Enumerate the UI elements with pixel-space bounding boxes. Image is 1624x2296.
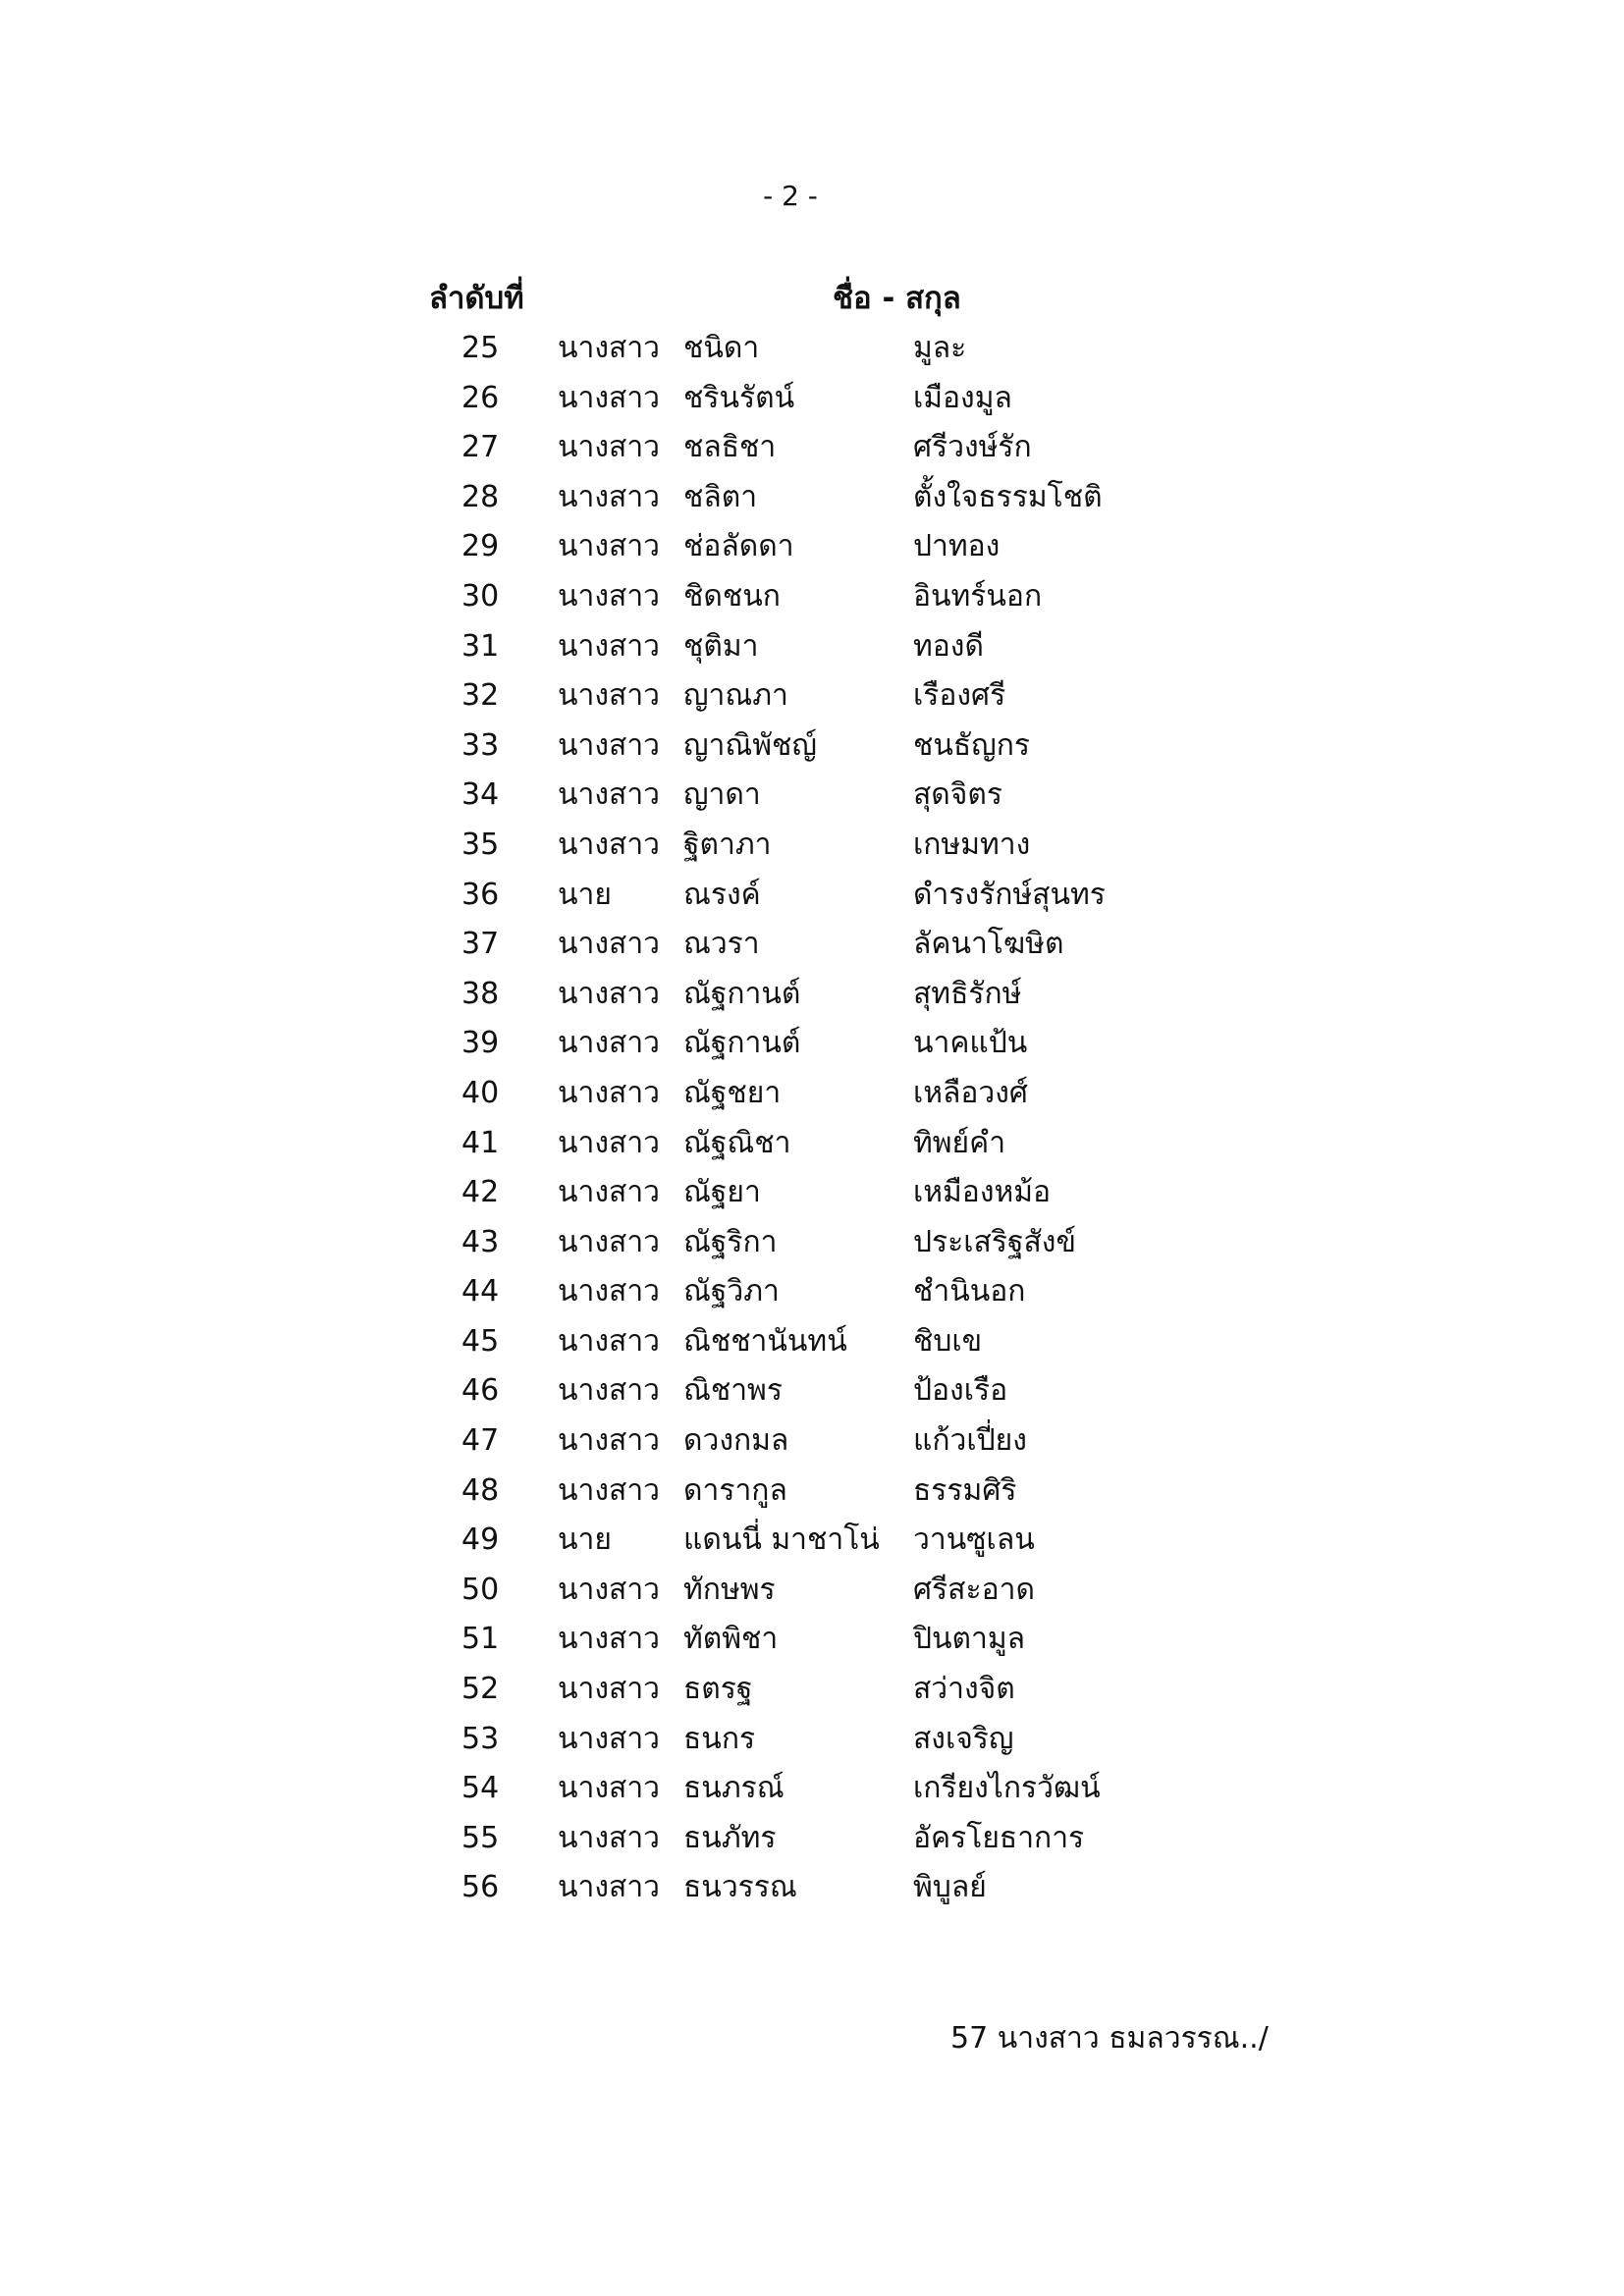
name-title: นางสาว	[558, 380, 661, 415]
last-name: ลัคนาโฆษิต	[913, 927, 1064, 962]
list-item	[0, 622, 1624, 672]
first-name: ญาดา	[683, 777, 761, 813]
list-item	[0, 771, 1624, 821]
list-header	[0, 273, 1624, 316]
last-name: มูละ	[913, 331, 967, 365]
first-name: ญาณิพัชญ์	[683, 727, 817, 763]
list-item	[0, 1467, 1624, 1517]
first-name: ช่อลัดดา	[683, 529, 794, 564]
order-number: 27	[461, 430, 500, 465]
order-number: 47	[461, 1423, 500, 1459]
last-name: ทิพย์คำ	[913, 1125, 1006, 1160]
order-number: 41	[461, 1125, 500, 1160]
first-name: ชลิตา	[683, 479, 758, 514]
name-title: นางสาว	[558, 1373, 661, 1409]
list-item	[0, 1814, 1624, 1864]
page-number: - 2 -	[763, 180, 818, 212]
order-number: 55	[461, 1820, 500, 1855]
last-name: สุทธิรักษ์	[913, 976, 1022, 1011]
list-item	[0, 1069, 1624, 1119]
last-name: ตั้งใจธรรมโชติ	[913, 479, 1103, 514]
order-number: 40	[461, 1075, 500, 1110]
name-column-heading: ชื่อ - สกุล	[833, 281, 961, 316]
order-number: 39	[461, 1026, 500, 1061]
list-item	[0, 1665, 1624, 1715]
first-name: ณิชชานันทน์	[683, 1323, 847, 1359]
last-name: ศรีวงษ์รัก	[913, 430, 1032, 465]
order-number: 52	[461, 1672, 500, 1707]
list-item	[0, 1715, 1624, 1765]
last-name: ชนธัญกร	[913, 727, 1031, 763]
continuation-note: 57 นางสาว ธมลวรรณ../	[950, 2021, 1269, 2056]
last-name: เหมืองหม้อ	[913, 1175, 1052, 1210]
name-title: นางสาว	[558, 727, 661, 763]
name-title: นางสาว	[558, 1423, 661, 1459]
name-title: นางสาว	[558, 1622, 661, 1657]
list-item	[0, 1516, 1624, 1566]
list-item	[0, 671, 1624, 721]
first-name: ชนิดา	[683, 331, 760, 365]
first-name: ดารากูล	[683, 1472, 787, 1508]
last-name: วานซูเลน	[913, 1522, 1035, 1558]
order-number: 25	[461, 331, 500, 365]
first-name: ทักษพร	[683, 1572, 776, 1607]
list-item	[0, 1267, 1624, 1317]
name-title: นางสาว	[558, 1820, 661, 1855]
name-title: นางสาว	[558, 1472, 661, 1508]
last-name: เหลือวงศ์	[913, 1075, 1028, 1110]
first-name: ณัฐชยา	[683, 1075, 782, 1110]
last-name: ปาทอง	[913, 529, 1001, 564]
order-number: 33	[461, 727, 500, 763]
last-name: ประเสริฐสังข์	[913, 1224, 1076, 1259]
name-title: นางสาว	[558, 1572, 661, 1607]
list-item	[0, 1317, 1624, 1367]
first-name: แดนนี่ มาชาโน่	[683, 1522, 880, 1558]
first-name: ณัฐริกา	[683, 1224, 778, 1259]
first-name: ญาณภา	[683, 678, 788, 714]
name-title: นางสาว	[558, 1175, 661, 1210]
name-title: นางสาว	[558, 479, 661, 514]
list-item	[0, 970, 1624, 1020]
order-number: 28	[461, 479, 500, 514]
name-title: นางสาว	[558, 628, 661, 664]
first-name: ธนภรณ์	[683, 1771, 785, 1806]
name-title: นางสาว	[558, 1075, 661, 1110]
first-name: ณัฐวิภา	[683, 1274, 780, 1309]
name-title: นางสาว	[558, 529, 661, 564]
first-name: ธนกร	[683, 1721, 756, 1756]
list-item	[0, 473, 1624, 523]
name-title: นางสาว	[558, 678, 661, 714]
name-title: นางสาว	[558, 827, 661, 862]
first-name: ชลธิชา	[683, 430, 777, 465]
list-item	[0, 1615, 1624, 1665]
first-name: ฐิตาภา	[683, 827, 772, 862]
order-number: 54	[461, 1771, 500, 1806]
list-item	[0, 821, 1624, 871]
order-column-heading: ลำดับที่	[429, 281, 524, 316]
last-name: สงเจริญ	[913, 1721, 1014, 1756]
first-name: ณัฐยา	[683, 1175, 761, 1210]
first-name: ชรินรัตน์	[683, 380, 795, 415]
last-name: พิบูลย์	[913, 1870, 987, 1905]
name-title: นางสาว	[558, 578, 661, 614]
first-name: ณิชาพร	[683, 1373, 783, 1409]
list-item	[0, 1764, 1624, 1814]
first-name: ธนภัทร	[683, 1820, 777, 1855]
list-item	[0, 572, 1624, 622]
name-title: นางสาว	[558, 430, 661, 465]
name-title: นางสาว	[558, 1274, 661, 1309]
list-item	[0, 374, 1624, 424]
name-title: นางสาว	[558, 331, 661, 365]
list-item	[0, 1566, 1624, 1616]
list-item	[0, 1366, 1624, 1416]
list-item	[0, 920, 1624, 970]
order-number: 36	[461, 877, 500, 912]
name-title: นางสาว	[558, 1323, 661, 1359]
order-number: 32	[461, 678, 500, 714]
last-name: ชิบเข	[913, 1323, 983, 1359]
first-name: ธตรฐ	[683, 1672, 753, 1707]
name-title: นางสาว	[558, 1125, 661, 1160]
last-name: เมืองมูล	[913, 380, 1012, 415]
order-number: 45	[461, 1323, 500, 1359]
last-name: แก้วเปี่ยง	[913, 1423, 1027, 1459]
first-name: ณัฐกานต์	[683, 976, 801, 1011]
last-name: สุดจิตร	[913, 777, 1002, 813]
order-number: 37	[461, 927, 500, 962]
name-title: นางสาว	[558, 1771, 661, 1806]
last-name: เกรียงไกรวัฒน์	[913, 1771, 1101, 1806]
order-number: 51	[461, 1622, 500, 1657]
first-name: ทัตพิชา	[683, 1622, 779, 1657]
name-title: นาย	[558, 877, 612, 912]
order-number: 31	[461, 628, 500, 664]
order-number: 49	[461, 1522, 500, 1558]
last-name: อินทร์นอก	[913, 578, 1043, 614]
order-number: 34	[461, 777, 500, 813]
first-name: ณวรา	[683, 927, 760, 962]
last-name: นาคแป้น	[913, 1026, 1028, 1061]
first-name: ณัฐณิชา	[683, 1125, 791, 1160]
last-name: ปินตามูล	[913, 1622, 1026, 1657]
order-number: 30	[461, 578, 500, 614]
order-number: 43	[461, 1224, 500, 1259]
first-name: ดวงกมล	[683, 1423, 789, 1459]
name-title: นางสาว	[558, 1224, 661, 1259]
order-number: 48	[461, 1472, 500, 1508]
list-item	[0, 871, 1624, 921]
name-title: นางสาว	[558, 777, 661, 813]
first-name: ธนวรรณ	[683, 1870, 797, 1905]
last-name: ธรรมศิริ	[913, 1472, 1017, 1508]
name-title: นางสาว	[558, 1026, 661, 1061]
list-item	[0, 1019, 1624, 1069]
order-number: 42	[461, 1175, 500, 1210]
order-number: 38	[461, 976, 500, 1011]
list-item	[0, 1863, 1624, 1913]
order-number: 56	[461, 1870, 500, 1905]
first-name: ณัฐกานต์	[683, 1026, 801, 1061]
list-item	[0, 1218, 1624, 1268]
list-item	[0, 522, 1624, 572]
order-number: 26	[461, 380, 500, 415]
order-number: 53	[461, 1721, 500, 1756]
name-title: นางสาว	[558, 927, 661, 962]
first-name: ณรงค์	[683, 877, 761, 912]
first-name: ชุติมา	[683, 628, 759, 664]
name-list	[0, 324, 1624, 1913]
last-name: ชำนินอก	[913, 1274, 1026, 1309]
list-item	[0, 423, 1624, 473]
list-item	[0, 721, 1624, 772]
name-title: นางสาว	[558, 1672, 661, 1707]
name-title: นางสาว	[558, 1721, 661, 1756]
last-name: เรืองศรี	[913, 678, 1006, 714]
order-number: 46	[461, 1373, 500, 1409]
last-name: เกษมทาง	[913, 827, 1031, 862]
last-name: ทองดี	[913, 628, 984, 664]
first-name: ชิดชนก	[683, 578, 781, 614]
list-item	[0, 1168, 1624, 1218]
order-number: 50	[461, 1572, 500, 1607]
list-item	[0, 1119, 1624, 1169]
order-number: 35	[461, 827, 500, 862]
name-title: นาย	[558, 1522, 612, 1558]
name-title: นางสาว	[558, 976, 661, 1011]
last-name: อัครโยธาการ	[913, 1820, 1085, 1855]
order-number: 44	[461, 1274, 500, 1309]
list-item	[0, 324, 1624, 374]
last-name: ป้องเรือ	[913, 1373, 1008, 1409]
order-number: 29	[461, 529, 500, 564]
list-item	[0, 1416, 1624, 1467]
last-name: สว่างจิต	[913, 1672, 1015, 1707]
last-name: ดำรงรักษ์สุนทร	[913, 877, 1106, 912]
last-name: ศรีสะอาด	[913, 1572, 1035, 1607]
name-title: นางสาว	[558, 1870, 661, 1905]
